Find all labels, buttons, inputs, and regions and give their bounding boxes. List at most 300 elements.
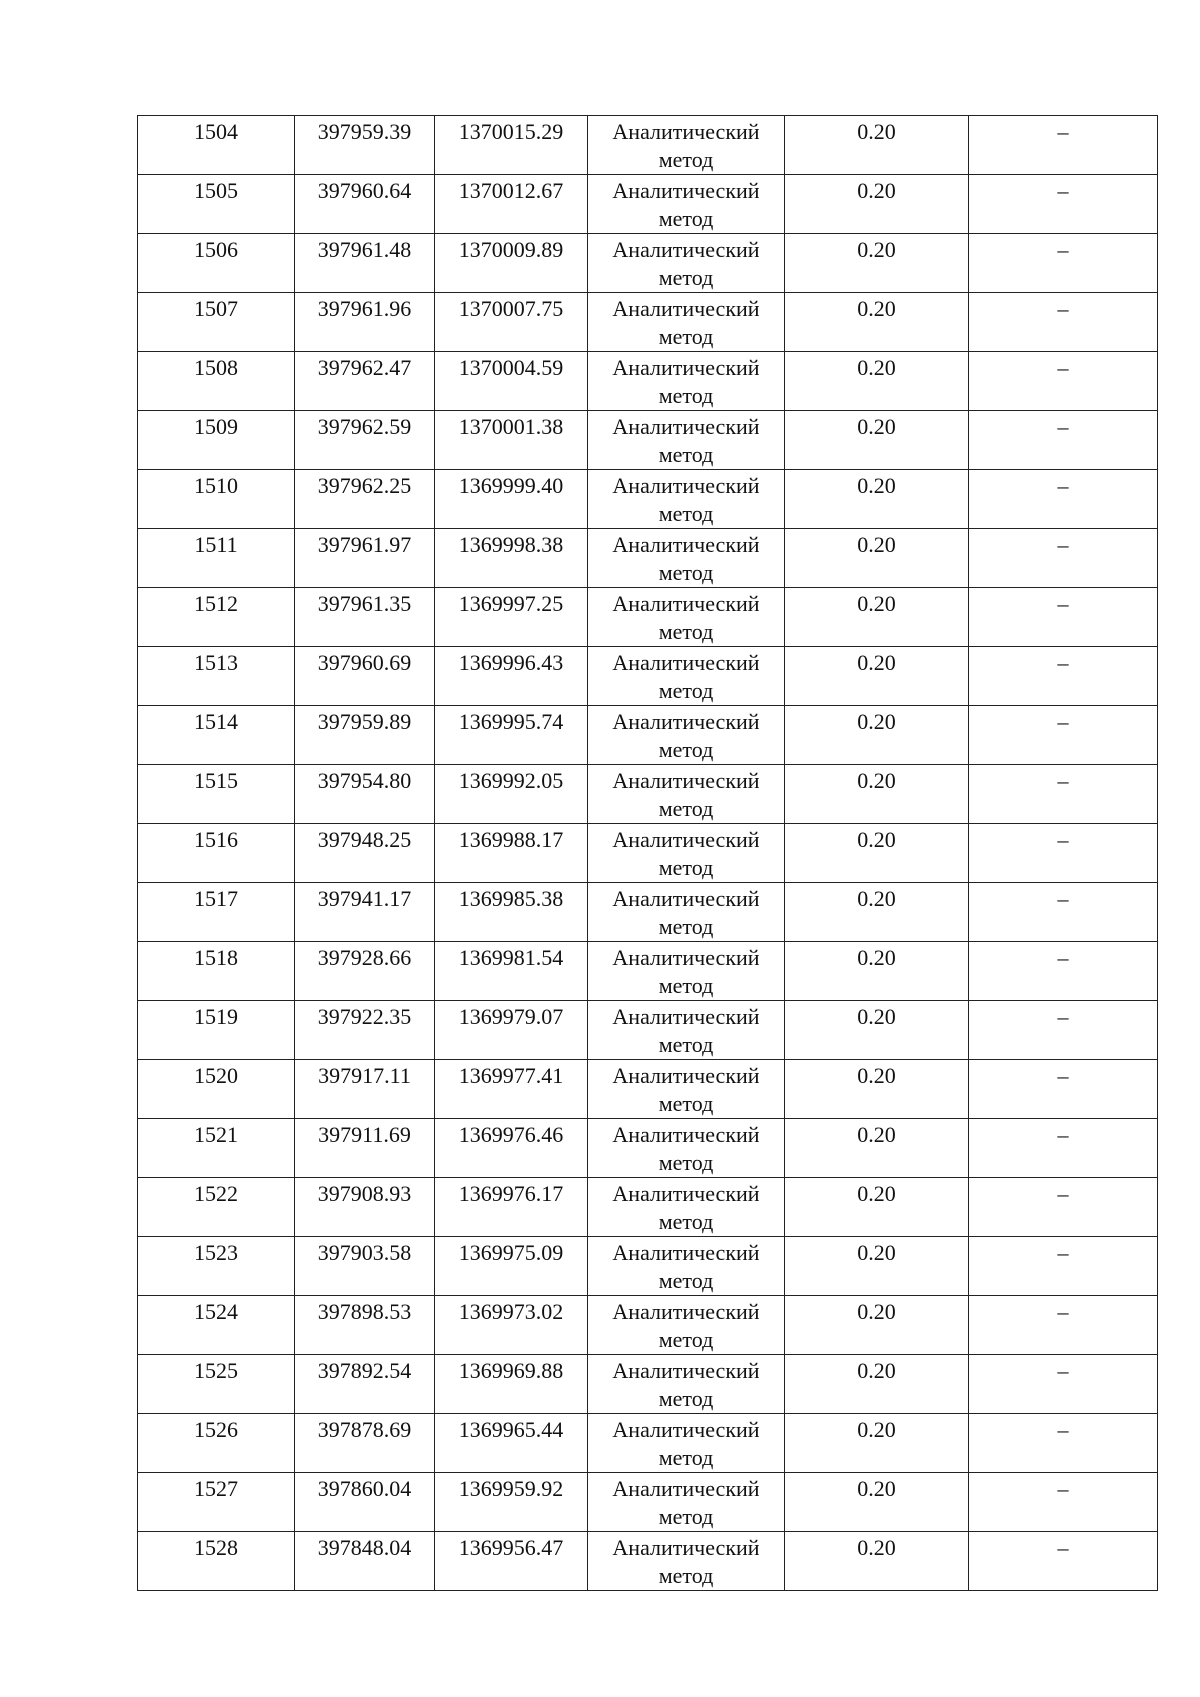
coordinate-x-cell	[295, 293, 435, 352]
note-cell	[969, 234, 1158, 293]
note-cell	[969, 765, 1158, 824]
note-cell	[969, 588, 1158, 647]
note-cell	[969, 352, 1158, 411]
method-line-1: Аналитический	[612, 1417, 760, 1442]
method-line-2: метод	[658, 855, 714, 880]
table-row	[138, 942, 1158, 1001]
point-number: 1525	[194, 1358, 238, 1383]
note-cell	[969, 1473, 1158, 1532]
table-row	[138, 1414, 1158, 1473]
method-line-1: Аналитический	[612, 1476, 760, 1501]
point-number: 1512	[194, 591, 238, 616]
note: –	[1057, 1299, 1069, 1324]
point-number-cell	[138, 1532, 295, 1591]
note-cell	[969, 1237, 1158, 1296]
method-line-2: метод	[658, 1327, 714, 1352]
point-number: 1519	[194, 1004, 238, 1029]
coordinate-y: 1369969.88	[458, 1358, 564, 1383]
point-number: 1516	[194, 827, 238, 852]
point-number: 1510	[194, 473, 238, 498]
note: –	[1057, 178, 1069, 203]
coordinate-x: 397922.35	[317, 1004, 412, 1029]
point-number: 1514	[194, 709, 238, 734]
method-line-2: метод	[658, 501, 714, 526]
method	[588, 647, 784, 705]
method	[588, 1414, 784, 1472]
method	[588, 706, 784, 764]
point-number: 1504	[194, 119, 238, 144]
accuracy-cell	[785, 175, 969, 234]
note: –	[1057, 532, 1069, 557]
coordinate-y-cell	[435, 175, 588, 234]
point-number: 1522	[194, 1181, 238, 1206]
accuracy: 0.20	[857, 1417, 896, 1442]
method-line-2: метод	[658, 796, 714, 821]
accuracy-cell	[785, 706, 969, 765]
coordinate-y: 1370015.29	[458, 119, 564, 144]
point-number-cell	[138, 411, 295, 470]
coordinate-x-cell	[295, 352, 435, 411]
coordinate-x: 397962.59	[317, 414, 412, 439]
method-line-1: Аналитический	[612, 768, 760, 793]
method-line-2: метод	[658, 1091, 714, 1116]
method	[588, 470, 784, 528]
accuracy: 0.20	[857, 1299, 896, 1324]
note-cell	[969, 1178, 1158, 1237]
coordinate-x-cell	[295, 116, 435, 175]
coordinate-y: 1369976.46	[458, 1122, 564, 1147]
coordinate-y-cell	[435, 234, 588, 293]
method	[588, 293, 784, 351]
point-number-cell	[138, 1060, 295, 1119]
point-number: 1515	[194, 768, 238, 793]
point-number: 1520	[194, 1063, 238, 1088]
point-number-cell	[138, 588, 295, 647]
method-line-1: Аналитический	[612, 1535, 760, 1560]
method-line-1: Аналитический	[612, 650, 760, 675]
method	[588, 1473, 784, 1531]
method-line-2: метод	[658, 619, 714, 644]
table-row	[138, 706, 1158, 765]
coordinate-x: 397962.25	[317, 473, 412, 498]
note-cell	[969, 1414, 1158, 1473]
accuracy-cell	[785, 824, 969, 883]
coordinate-y-cell	[435, 1119, 588, 1178]
point-number-cell	[138, 1473, 295, 1532]
coordinate-y-cell	[435, 1237, 588, 1296]
note: –	[1057, 237, 1069, 262]
accuracy: 0.20	[857, 355, 896, 380]
accuracy: 0.20	[857, 945, 896, 970]
table-row	[138, 175, 1158, 234]
accuracy: 0.20	[857, 768, 896, 793]
method-cell	[588, 1237, 785, 1296]
coordinate-x-cell	[295, 1178, 435, 1237]
method-line-2: метод	[658, 324, 714, 349]
point-number: 1509	[194, 414, 238, 439]
note-cell	[969, 942, 1158, 1001]
coordinates-table-body	[138, 116, 1158, 1591]
coordinate-y-cell	[435, 706, 588, 765]
accuracy-cell	[785, 293, 969, 352]
note-cell	[969, 116, 1158, 175]
coordinate-y: 1370001.38	[458, 414, 564, 439]
method	[588, 352, 784, 410]
accuracy-cell	[785, 1532, 969, 1591]
coordinate-y-cell	[435, 1001, 588, 1060]
accuracy-cell	[785, 1060, 969, 1119]
coordinate-x: 397911.69	[318, 1122, 411, 1147]
note-cell	[969, 1119, 1158, 1178]
method-line-2: метод	[658, 1386, 714, 1411]
point-number-cell	[138, 175, 295, 234]
accuracy: 0.20	[857, 1063, 896, 1088]
coordinate-x: 397917.11	[318, 1063, 411, 1088]
note: –	[1057, 1181, 1069, 1206]
point-number-cell	[138, 824, 295, 883]
table-row	[138, 883, 1158, 942]
coordinate-x-cell	[295, 470, 435, 529]
method-cell	[588, 1119, 785, 1178]
method-cell	[588, 234, 785, 293]
coordinate-y: 1369981.54	[458, 945, 564, 970]
method-line-1: Аналитический	[612, 1181, 760, 1206]
coordinate-y: 1369965.44	[458, 1417, 564, 1442]
point-number-cell	[138, 765, 295, 824]
method-line-1: Аналитический	[612, 355, 760, 380]
coordinate-y-cell	[435, 1296, 588, 1355]
note: –	[1057, 886, 1069, 911]
note-cell	[969, 411, 1158, 470]
note: –	[1057, 1063, 1069, 1088]
table-row	[138, 352, 1158, 411]
point-number: 1511	[194, 532, 238, 557]
method	[588, 1001, 784, 1059]
method-line-1: Аналитический	[612, 473, 760, 498]
coordinate-x-cell	[295, 942, 435, 1001]
point-number-cell	[138, 470, 295, 529]
method-line-2: метод	[658, 383, 714, 408]
coordinate-y-cell	[435, 588, 588, 647]
coordinate-x-cell	[295, 1119, 435, 1178]
coordinate-y-cell	[435, 647, 588, 706]
coordinate-x-cell	[295, 1060, 435, 1119]
coordinate-y: 1369973.02	[458, 1299, 564, 1324]
method-cell	[588, 1414, 785, 1473]
point-number: 1517	[194, 886, 238, 911]
point-number: 1521	[194, 1122, 238, 1147]
method	[588, 765, 784, 823]
note: –	[1057, 1476, 1069, 1501]
coordinate-x: 397878.69	[317, 1417, 412, 1442]
accuracy-cell	[785, 529, 969, 588]
coordinate-x-cell	[295, 647, 435, 706]
accuracy-cell	[785, 1119, 969, 1178]
coordinate-y-cell	[435, 411, 588, 470]
coordinate-y: 1369976.17	[458, 1181, 564, 1206]
point-number: 1513	[194, 650, 238, 675]
coordinate-y: 1369959.92	[458, 1476, 564, 1501]
note: –	[1057, 355, 1069, 380]
note: –	[1057, 591, 1069, 616]
accuracy: 0.20	[857, 178, 896, 203]
accuracy: 0.20	[857, 650, 896, 675]
coordinate-y: 1369992.05	[458, 768, 564, 793]
note: –	[1057, 1122, 1069, 1147]
point-number: 1506	[194, 237, 238, 262]
note: –	[1057, 119, 1069, 144]
method-cell	[588, 1060, 785, 1119]
accuracy: 0.20	[857, 709, 896, 734]
method-line-2: метод	[658, 678, 714, 703]
coordinate-y: 1369975.09	[458, 1240, 564, 1265]
coordinate-x: 397908.93	[317, 1181, 412, 1206]
coordinate-y-cell	[435, 470, 588, 529]
accuracy: 0.20	[857, 591, 896, 616]
method	[588, 116, 784, 174]
note-cell	[969, 1296, 1158, 1355]
method-cell	[588, 1001, 785, 1060]
accuracy: 0.20	[857, 237, 896, 262]
coordinate-x: 397962.47	[317, 355, 412, 380]
method	[588, 175, 784, 233]
coordinate-y: 1369995.74	[458, 709, 564, 734]
table-row	[138, 588, 1158, 647]
coordinate-y-cell	[435, 352, 588, 411]
note-cell	[969, 293, 1158, 352]
note: –	[1057, 414, 1069, 439]
table-row	[138, 529, 1158, 588]
method-line-2: метод	[658, 973, 714, 998]
note: –	[1057, 1240, 1069, 1265]
coordinate-y: 1369988.17	[458, 827, 564, 852]
point-number-cell	[138, 942, 295, 1001]
method-cell	[588, 883, 785, 942]
coordinate-x-cell	[295, 1296, 435, 1355]
note-cell	[969, 470, 1158, 529]
point-number-cell	[138, 706, 295, 765]
coordinate-x-cell	[295, 1473, 435, 1532]
coordinate-y: 1370004.59	[458, 355, 564, 380]
accuracy-cell	[785, 942, 969, 1001]
method-line-1: Аналитический	[612, 237, 760, 262]
coordinate-y-cell	[435, 1414, 588, 1473]
method	[588, 1296, 784, 1354]
method	[588, 1119, 784, 1177]
note: –	[1057, 709, 1069, 734]
table-row	[138, 647, 1158, 706]
accuracy-cell	[785, 1178, 969, 1237]
method-line-2: метод	[658, 737, 714, 762]
accuracy: 0.20	[857, 532, 896, 557]
point-number-cell	[138, 1296, 295, 1355]
coordinate-x: 397948.25	[317, 827, 412, 852]
coordinate-x: 397848.04	[317, 1535, 412, 1560]
coordinate-y: 1370012.67	[458, 178, 564, 203]
table-row	[138, 1473, 1158, 1532]
coordinate-x: 397941.17	[317, 886, 412, 911]
point-number-cell	[138, 647, 295, 706]
coordinate-x-cell	[295, 234, 435, 293]
note: –	[1057, 945, 1069, 970]
coordinate-y: 1369956.47	[458, 1535, 564, 1560]
method-cell	[588, 175, 785, 234]
coordinate-y: 1369985.38	[458, 886, 564, 911]
method-cell	[588, 942, 785, 1001]
coordinate-x: 397960.64	[317, 178, 412, 203]
coordinate-x: 397892.54	[317, 1358, 412, 1383]
method-line-1: Аналитический	[612, 1358, 760, 1383]
table-row	[138, 1296, 1158, 1355]
table-row	[138, 470, 1158, 529]
method-line-1: Аналитический	[612, 296, 760, 321]
coordinate-x-cell	[295, 1001, 435, 1060]
coordinate-x-cell	[295, 1355, 435, 1414]
method-line-1: Аналитический	[612, 945, 760, 970]
accuracy-cell	[785, 765, 969, 824]
method-line-1: Аналитический	[612, 1122, 760, 1147]
point-number-cell	[138, 1355, 295, 1414]
method-line-2: метод	[658, 1563, 714, 1588]
table-row	[138, 293, 1158, 352]
method-line-2: метод	[658, 265, 714, 290]
accuracy-cell	[785, 411, 969, 470]
method	[588, 883, 784, 941]
coordinate-y-cell	[435, 765, 588, 824]
note-cell	[969, 175, 1158, 234]
method-cell	[588, 352, 785, 411]
method-line-2: метод	[658, 1504, 714, 1529]
coordinate-x: 397959.89	[317, 709, 412, 734]
note-cell	[969, 883, 1158, 942]
coordinate-y-cell	[435, 1060, 588, 1119]
method	[588, 1178, 784, 1236]
coordinate-y-cell	[435, 824, 588, 883]
coordinate-x: 397960.69	[317, 650, 412, 675]
method	[588, 942, 784, 1000]
coordinate-y: 1369996.43	[458, 650, 564, 675]
point-number: 1527	[194, 1476, 238, 1501]
coordinate-y: 1369997.25	[458, 591, 564, 616]
table-row	[138, 234, 1158, 293]
coordinate-x-cell	[295, 529, 435, 588]
note-cell	[969, 647, 1158, 706]
note: –	[1057, 827, 1069, 852]
accuracy-cell	[785, 1296, 969, 1355]
coordinate-x-cell	[295, 1237, 435, 1296]
method-line-1: Аналитический	[612, 886, 760, 911]
method-cell	[588, 1532, 785, 1591]
note: –	[1057, 1358, 1069, 1383]
point-number: 1524	[194, 1299, 238, 1324]
accuracy: 0.20	[857, 886, 896, 911]
coordinate-y: 1369977.41	[458, 1063, 564, 1088]
point-number-cell	[138, 1119, 295, 1178]
accuracy-cell	[785, 1473, 969, 1532]
coordinate-x: 397961.97	[317, 532, 412, 557]
method	[588, 824, 784, 882]
point-number-cell	[138, 1237, 295, 1296]
method-cell	[588, 529, 785, 588]
point-number-cell	[138, 883, 295, 942]
accuracy: 0.20	[857, 414, 896, 439]
coordinates-table	[137, 115, 1158, 1591]
accuracy: 0.20	[857, 473, 896, 498]
note-cell	[969, 824, 1158, 883]
coordinate-x-cell	[295, 175, 435, 234]
coordinate-y: 1370009.89	[458, 237, 564, 262]
point-number: 1526	[194, 1417, 238, 1442]
coordinate-y-cell	[435, 942, 588, 1001]
note-cell	[969, 1001, 1158, 1060]
method-line-2: метод	[658, 1268, 714, 1293]
note-cell	[969, 1060, 1158, 1119]
coordinate-x: 397961.96	[317, 296, 412, 321]
coordinate-x-cell	[295, 588, 435, 647]
method-line-1: Аналитический	[612, 827, 760, 852]
coordinate-x: 397903.58	[317, 1240, 412, 1265]
method-cell	[588, 647, 785, 706]
note-cell	[969, 706, 1158, 765]
point-number-cell	[138, 116, 295, 175]
accuracy-cell	[785, 1355, 969, 1414]
accuracy: 0.20	[857, 1476, 896, 1501]
method-line-1: Аналитический	[612, 532, 760, 557]
method-line-2: метод	[658, 442, 714, 467]
method-line-1: Аналитический	[612, 1299, 760, 1324]
accuracy-cell	[785, 588, 969, 647]
accuracy: 0.20	[857, 296, 896, 321]
method	[588, 1532, 784, 1590]
method	[588, 1355, 784, 1413]
method-line-2: метод	[658, 1032, 714, 1057]
coordinate-x-cell	[295, 765, 435, 824]
point-number-cell	[138, 293, 295, 352]
method-cell	[588, 1473, 785, 1532]
point-number: 1505	[194, 178, 238, 203]
note: –	[1057, 1004, 1069, 1029]
method-cell	[588, 293, 785, 352]
accuracy-cell	[785, 352, 969, 411]
table-row	[138, 1532, 1158, 1591]
point-number: 1518	[194, 945, 238, 970]
coordinate-x: 397961.48	[317, 237, 412, 262]
point-number: 1507	[194, 296, 238, 321]
method-cell	[588, 1355, 785, 1414]
accuracy: 0.20	[857, 1535, 896, 1560]
coordinate-y-cell	[435, 116, 588, 175]
point-number-cell	[138, 234, 295, 293]
method	[588, 234, 784, 292]
accuracy: 0.20	[857, 1358, 896, 1383]
note: –	[1057, 768, 1069, 793]
note: –	[1057, 1417, 1069, 1442]
method-line-1: Аналитический	[612, 1063, 760, 1088]
coordinate-y-cell	[435, 883, 588, 942]
accuracy-cell	[785, 883, 969, 942]
method-cell	[588, 1178, 785, 1237]
note: –	[1057, 296, 1069, 321]
method-cell	[588, 588, 785, 647]
coordinate-x-cell	[295, 883, 435, 942]
table-row	[138, 411, 1158, 470]
method-cell	[588, 116, 785, 175]
accuracy-cell	[785, 1414, 969, 1473]
method-line-1: Аналитический	[612, 1240, 760, 1265]
method-line-1: Аналитический	[612, 591, 760, 616]
method-line-2: метод	[658, 147, 714, 172]
point-number: 1523	[194, 1240, 238, 1265]
